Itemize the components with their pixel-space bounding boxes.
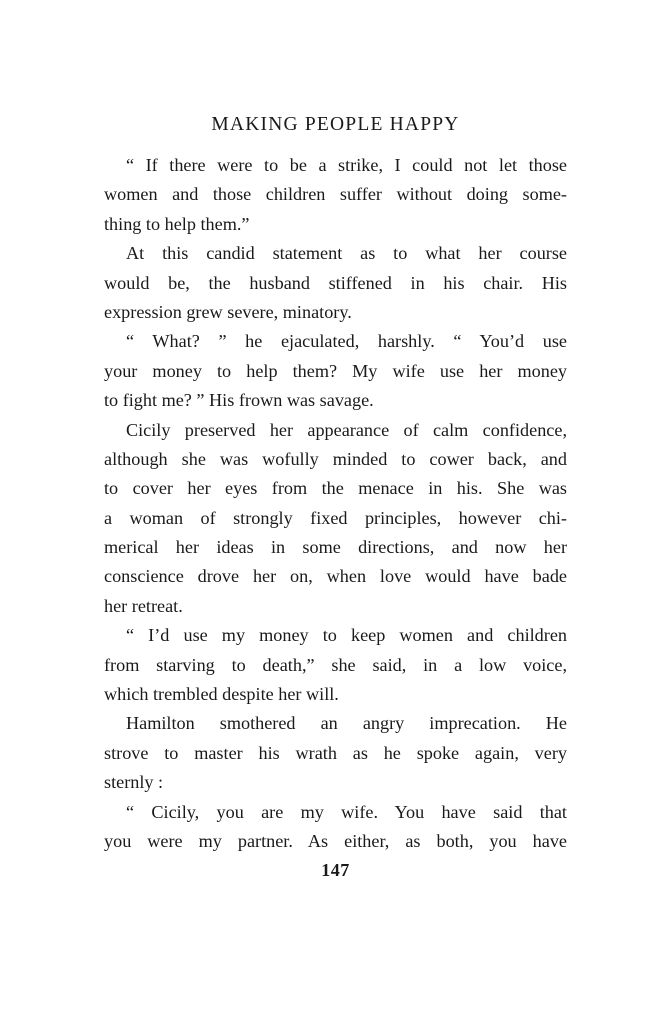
text-line: expression grew severe, minatory.: [104, 301, 352, 322]
text-line: her retreat.: [104, 595, 183, 616]
text-line: “ Cicily, you are my wife. You have said that: [126, 801, 567, 822]
text-line: “ What? ” he ejaculated, harshly. “ You’d use: [126, 331, 567, 352]
text-line: thing to help them.”: [104, 213, 250, 234]
book-page: [104, 112, 567, 880]
text-line: “ I’d use my money to keep women and children: [126, 625, 567, 646]
text-line: you were my partner. As either, as both, you have: [104, 830, 567, 851]
paragraph-4: [104, 416, 567, 622]
paragraph-6: [104, 709, 567, 797]
text-line: women and those children suffer without doing some-: [104, 184, 567, 205]
paragraph-1: [104, 151, 567, 239]
text-line: to fight me? ” His frown was savage.: [104, 390, 374, 411]
paragraph-3: [104, 327, 567, 415]
text-line: Cicily preserved her appearance of calm confidence,: [126, 419, 567, 440]
text-line: a woman of strongly fixed principles, however chi-: [104, 507, 567, 528]
page-number: 147: [321, 860, 350, 880]
text-line: sternly :: [104, 772, 164, 793]
paragraph-7: [104, 798, 567, 857]
paragraph-5: [104, 621, 567, 709]
text-line: to cover her eyes from the menace in his. She was: [104, 478, 567, 499]
text-line: from starving to death,” she said, in a low voice,: [104, 654, 567, 675]
text-line: conscience drove her on, when love would have bade: [104, 566, 567, 587]
text-line: would be, the husband stiffened in his chair. His: [104, 272, 567, 293]
text-line: At this candid statement as to what her course: [126, 243, 567, 264]
text-line: merical her ideas in some directions, and now her: [104, 537, 567, 558]
body-text: [104, 151, 567, 856]
text-line: which trembled despite her will.: [104, 684, 339, 705]
text-line: although she was wofully minded to cower back, and: [104, 448, 567, 469]
running-head: MAKING PEOPLE HAPPY: [211, 114, 460, 135]
paragraph-2: [104, 239, 567, 327]
text-line: your money to help them? My wife use her money: [104, 360, 567, 381]
text-line: Hamilton smothered an angry imprecation. He: [126, 713, 567, 734]
text-line: “ If there were to be a strike, I could not let those: [126, 155, 567, 175]
text-line: strove to master his wrath as he spoke again, very: [104, 742, 567, 763]
